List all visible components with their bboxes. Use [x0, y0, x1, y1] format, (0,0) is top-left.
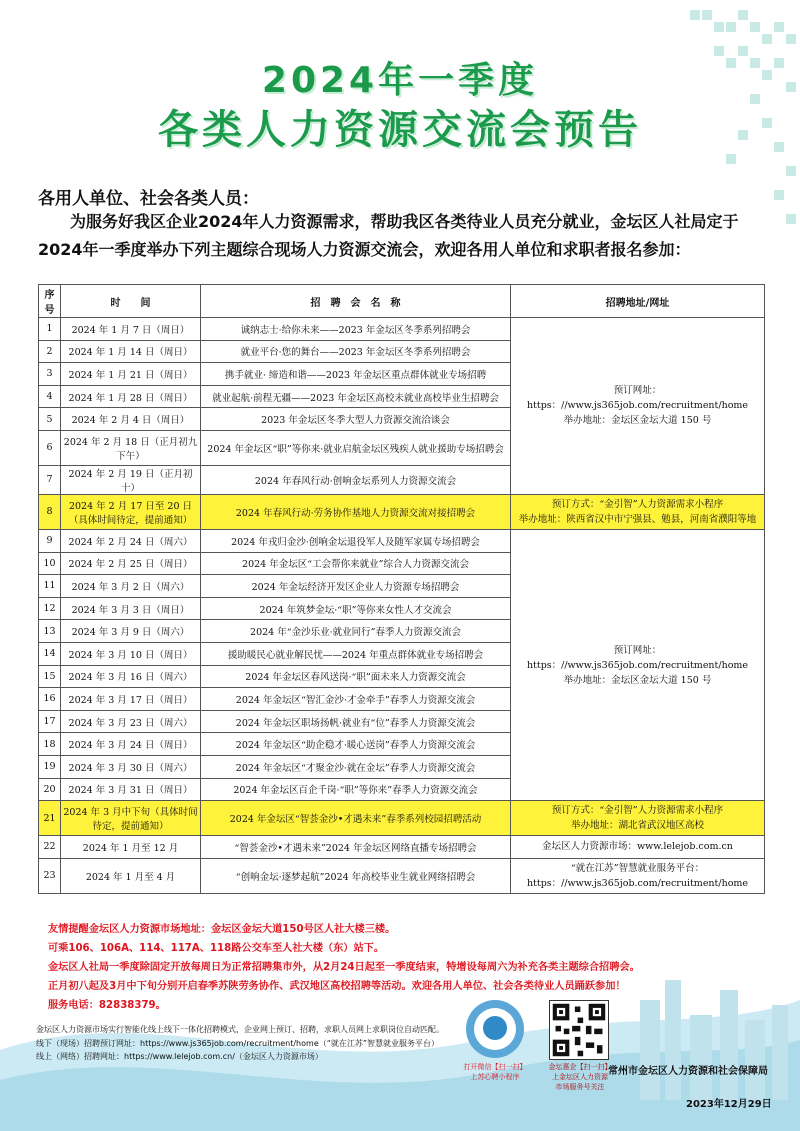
address-url[interactable]: https：//www.js365job.com/recruitment/home	[526, 877, 749, 889]
header-address: 招聘地址/网址	[511, 285, 765, 318]
row-address-21	[511, 801, 765, 836]
issuer-name: 常州市金坛区人力资源和社会保障局	[608, 1066, 768, 1077]
row-no: 19	[39, 755, 61, 778]
footer-line: 线下（现场）招聘预订网址：https://www.js365job.com/recruitment/home（“就在江苏”智慧就业服务平台）	[36, 1038, 440, 1048]
row-name: 诚纳志士·给你未来——2023 年金坛区冬季系列招聘会	[201, 318, 511, 341]
row-name: 2024 年金坛区春风送岗·“职”面未来人力资源交流会	[201, 665, 511, 688]
address-url[interactable]: 金坛区人力资源市场：www.lelejob.com.cn	[542, 841, 733, 853]
row-time: 2024 年 2 月 24 日（周六）	[61, 529, 201, 552]
row-time: 2024 年 1 月 7 日（周日）	[61, 318, 201, 341]
row-time: 2024 年 3 月 30 日（周六）	[61, 755, 201, 778]
row-time: 2024 年 3 月 2 日（周六）	[61, 575, 201, 598]
address-line: 预订网址：	[613, 385, 662, 397]
notice-line: 友情提醒金坛区人力资源市场地址：金坛区金坛大道150号区人社大楼三楼。	[48, 924, 396, 935]
row-time: 2024 年 3 月 24 日（周日）	[61, 733, 201, 756]
caption-line: 上金坛区人力资源	[552, 1073, 608, 1081]
row-name: 2023 年金坛区冬季大型人力资源交流洽谈会	[201, 408, 511, 431]
row-no: 23	[39, 858, 61, 893]
row-no: 11	[39, 575, 61, 598]
row-no: 21	[39, 801, 61, 836]
row-time: 2024 年 2 月 17 日至 20 日（具体时间待定，提前通知）	[61, 494, 201, 529]
schedule-table	[38, 284, 765, 894]
row-time: 2024 年 3 月 16 日（周六）	[61, 665, 201, 688]
table-row	[39, 836, 765, 859]
row-name: 2024 年“金沙乐业·就业同行”春季人力资源交流会	[201, 620, 511, 643]
address-line: 举办地址：金坛区金坛大道 150 号	[563, 674, 712, 686]
row-time: 2024 年 3 月 10 日（周日）	[61, 642, 201, 665]
caption-line: 上苏心聘小程序	[470, 1073, 520, 1081]
row-no: 8	[39, 494, 61, 529]
row-time: 2024 年 3 月 9 日（周六）	[61, 620, 201, 643]
row-time: 2024 年 1 月至 4 月	[61, 858, 201, 893]
notice-block	[48, 920, 768, 1015]
footer-line: 线上（网络）招聘网址：https://www.lelejob.com.cn/（金坛区人力资源市场）	[36, 1052, 323, 1061]
header-name: 招 聘 会 名 称	[201, 285, 511, 318]
page-title: 各类人力资源交流会预告	[158, 107, 642, 153]
row-address-22	[511, 836, 765, 859]
row-no: 13	[39, 620, 61, 643]
row-name: “创响金坛·逐梦起航”2024 年高校毕业生就业网络招聘会	[201, 858, 511, 893]
row-name: 2024 年金坛区“工会帮你来就业”综合人力资源交流会	[201, 552, 511, 575]
row-time: 2024 年 3 月中下旬（具体时间待定，提前通知）	[61, 801, 201, 836]
row-no: 7	[39, 465, 61, 494]
row-name: 2024 年金坛区“助企稳才·暖心送岗”春季人力资源交流会	[201, 733, 511, 756]
table-row	[39, 318, 765, 341]
row-no: 10	[39, 552, 61, 575]
row-no: 16	[39, 688, 61, 711]
row-address-8	[511, 494, 765, 529]
footer-info	[36, 1023, 456, 1064]
row-time: 2024 年 1 月 28 日（周日）	[61, 385, 201, 408]
header-time: 时 间	[61, 285, 201, 318]
intro-paragraph: 为服务好我区企业2024年人力资源需求，帮助我区各类待业人员充分就业，金坛区人社局定于2024年一季度举办下列主题综合现场人力资源交流会，欢迎各用人单位和求职者报名参加：	[38, 212, 739, 259]
row-no: 5	[39, 408, 61, 431]
row-name: 就业起航·前程无疆——2023 年金坛区高校未就业高校毕业生招聘会	[201, 385, 511, 408]
header-no: 序号	[39, 285, 61, 318]
row-name: 2024 年金坛区“智荟金沙•才遇未来”春季系列校园招聘活动	[201, 801, 511, 836]
table-row-highlighted	[39, 494, 765, 529]
row-time: 2024 年 1 月 21 日（周日）	[61, 363, 201, 386]
address-line: 预订方式：“金引智”人力资源需求小程序	[551, 498, 724, 510]
row-no: 2	[39, 340, 61, 363]
row-no: 20	[39, 778, 61, 801]
table-row	[39, 858, 765, 893]
row-address-23	[511, 858, 765, 893]
row-time: 2024 年 3 月 31 日（周日）	[61, 778, 201, 801]
address-line: 举办地址：陕西省汉中市宁强县、勉县，河南省濮阳等地	[518, 513, 757, 525]
row-time: 2024 年 3 月 17 日（周日）	[61, 688, 201, 711]
notice-text: 正月初八起及3月中下旬分别开启春季苏陕劳务协作、武汉地区高校招聘等活动。	[48, 981, 412, 992]
issue-date: 2023年12月29日	[686, 1099, 772, 1110]
address-url[interactable]: https：//www.js365job.com/recruitment/home	[526, 400, 749, 412]
caption-line: 市场服务号关注	[555, 1083, 605, 1091]
row-no: 9	[39, 529, 61, 552]
notice-text: 从2月24日起至一季度结束，特增设每周六为补充各类主题综合招聘会。	[312, 962, 640, 973]
row-time: 2024 年 1 月 14 日（周日）	[61, 340, 201, 363]
row-name: 2024 年筑梦金坛·“职”等你来女性人才交流会	[201, 597, 511, 620]
address-url[interactable]: https：//www.js365job.com/recruitment/home	[526, 659, 749, 671]
row-no: 4	[39, 385, 61, 408]
row-time: 2024 年 3 月 23 日（周六）	[61, 710, 201, 733]
address-line: “就在江苏”智慧就业服务平台：	[570, 862, 705, 874]
address-line: 举办地址：金坛区金坛大道 150 号	[563, 415, 712, 427]
row-name: 援助暖民心就业解民忧——2024 年重点群体就业专场招聘会	[201, 642, 511, 665]
row-time: 2024 年 3 月 3 日（周日）	[61, 597, 201, 620]
notice-line	[48, 958, 768, 977]
row-name: 就业平台·您的舞台——2023 年金坛区冬季系列招聘会	[201, 340, 511, 363]
qr-caption-miniprogram	[450, 1062, 540, 1082]
row-no: 17	[39, 710, 61, 733]
row-time: 2024 年 2 月 25 日（周日）	[61, 552, 201, 575]
row-no: 18	[39, 733, 61, 756]
row-name: 2024 年金坛经济开发区企业人力资源专场招聘会	[201, 575, 511, 598]
table-row-highlighted	[39, 801, 765, 836]
row-name: 2024 年金坛区“才聚金沙·就在金坛”春季人力资源交流会	[201, 755, 511, 778]
row-time: 2024 年 2 月 19 日（正月初十）	[61, 465, 201, 494]
address-line: 举办地址：湖北省武汉地区高校	[570, 820, 704, 832]
table-row	[39, 529, 765, 552]
notice-text: 金坛区人社局一季度除固定开放每周日为正常招聘集市外，	[48, 962, 313, 973]
row-no: 15	[39, 665, 61, 688]
row-time: 2024 年 1 月至 12 月	[61, 836, 201, 859]
qr-code-icon[interactable]	[549, 1000, 609, 1060]
row-time: 2024 年 2 月 18 日（正月初九下午）	[61, 430, 201, 465]
greeting: 各用人单位、社会各类人员：	[38, 189, 259, 209]
notice-line	[48, 977, 768, 996]
notice-text: 欢迎各用人单位、社会各类待业人员踊跃参加！	[411, 981, 626, 992]
row-name: 2024 年金坛区职场扬帆·就业有“位”春季人力资源交流会	[201, 710, 511, 733]
address-line: 预订网址：	[613, 644, 662, 656]
footer-line: 金坛区人力资源市场实行智能化线上线下一体化招聘模式，企业网上预订、招聘，求职人员网上求职岗位自动匹配。	[36, 1025, 444, 1034]
miniprogram-qr-icon[interactable]	[466, 1000, 524, 1058]
address-line: 预订方式：“金引智”人力资源需求小程序	[551, 805, 724, 817]
table-header-row	[39, 285, 765, 318]
row-address-group-a	[511, 318, 765, 495]
caption-line: 打开微信【扫一扫】	[463, 1063, 527, 1071]
row-address-group-b	[511, 529, 765, 800]
row-name: 2024 年春风行动·创响金坛系列人力资源交流会	[201, 465, 511, 494]
row-name: 2024 年金坛区百企千岗·“职”等你来”春季人力资源交流会	[201, 778, 511, 801]
row-no: 3	[39, 363, 61, 386]
row-name: “智荟金沙•才遇未来”2024 年金坛区网络直播专场招聘会	[201, 836, 511, 859]
row-no: 14	[39, 642, 61, 665]
row-name: 2024 年春风行动·劳务协作基地人力资源交流对接招聘会	[201, 494, 511, 529]
row-time: 2024 年 2 月 4 日（周日）	[61, 408, 201, 431]
row-name: 2024 年金坛区“职”等你来·就业启航金坛区残疾人就业援助专场招聘会	[201, 430, 511, 465]
row-no: 6	[39, 430, 61, 465]
caption-line: 金坛惠企【扫一扫】	[548, 1063, 612, 1071]
row-no: 22	[39, 836, 61, 859]
row-no: 12	[39, 597, 61, 620]
notice-line: 可乘106、106A、114、117A、118路公交车至人社大楼（东）站下。	[48, 943, 385, 954]
row-name: 2024 年金坛区“智汇金沙·才金牵手”春季人力资源交流会	[201, 688, 511, 711]
row-name: 携手就业· 缔造和谐——2023 年金坛区重点群体就业专场招聘	[201, 363, 511, 386]
row-name: 2024 年戎归金沙·创响金坛退役军人及随军家属专场招聘会	[201, 529, 511, 552]
row-no: 1	[39, 318, 61, 341]
notice-phone: 服务电话：82838379。	[48, 1000, 166, 1011]
title-year: 2024年一季度	[261, 60, 539, 101]
